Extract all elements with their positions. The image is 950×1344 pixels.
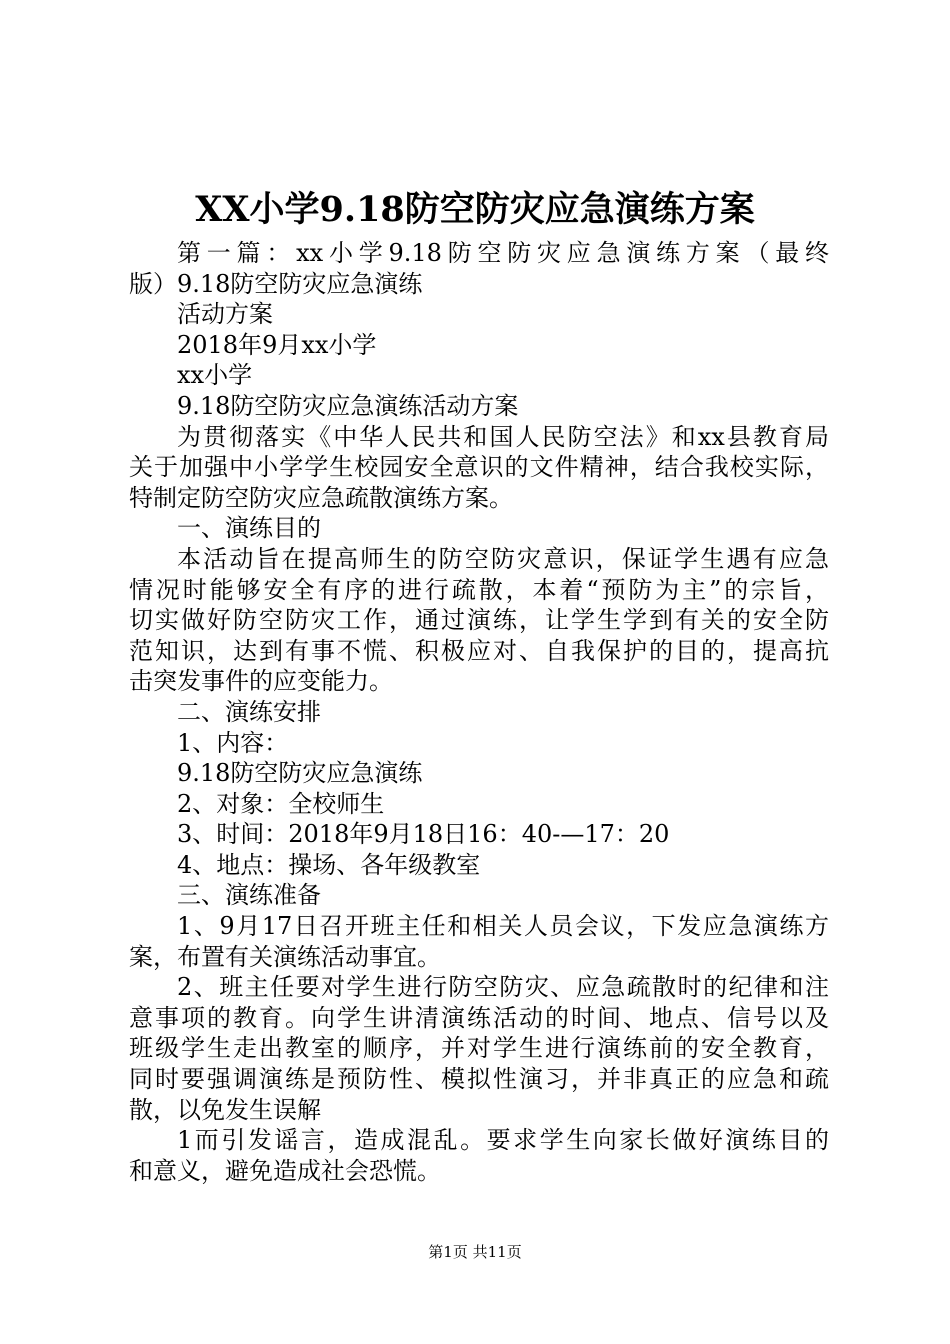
text-line: 特制定防空防灾应急疏散演练方案。 [129,483,513,512]
text-line: 活动方案 [177,300,273,329]
document-title: XX小学9.18防空防灾应急演练方案 [195,189,755,230]
text-line: 1、9月17日召开班主任和相关人员会议，下发应急演练方 [177,912,829,941]
text-line: 为贯彻落实《中华人民共和国人民防空法》和xx县教育局 [177,422,829,451]
text-line: 4、地点：操场、各年级教室 [177,850,481,879]
text-line: 班级学生走出教室的顺序，并对学生进行演练前的安全教育， [129,1034,829,1063]
text-line: 关于加强中小学学生校园安全意识的文件精神，结合我校实际， [129,453,829,482]
text-line: 情况时能够安全有序的进行疏散，本着“预防为主”的宗旨， [129,575,829,604]
text-line: 本活动旨在提高师生的防空防灾意识，保证学生遇有应急 [177,544,829,573]
text-line: 击突发事件的应变能力。 [129,667,393,696]
text-line: 2018年9月xx小学 [177,330,377,359]
text-line: 范知识，达到有事不慌、积极应对、自我保护的目的，提高抗 [129,636,829,665]
text-line: 切实做好防空防灾工作，通过演练，让学生学到有关的安全防 [129,606,829,635]
text-line: 第一篇：xx小学9.18防空防灾应急演练方案（最终 [177,239,829,267]
text-line: xx小学 [177,361,253,390]
text-line: 3、时间：2018年9月18日16：40-—17：20 [177,820,670,849]
text-line: 9.18防空防灾应急演练 [177,759,423,788]
text-line: 2、班主任要对学生进行防空防灾、应急疏散时的纪律和注 [177,973,829,1002]
text-line: 1、内容： [177,728,289,757]
text-line: 1而引发谣言，造成混乱。要求学生向家长做好演练目的 [177,1126,829,1155]
text-line: 散，以免发生误解 [129,1095,321,1124]
page-footer: 第1页 共11页 [428,1243,522,1261]
section-heading: 一、演练目的 [177,514,321,543]
text-line: 和意义，避免造成社会恐慌。 [129,1156,441,1185]
text-line: 案，布置有关演练活动事宜。 [129,942,441,971]
section-heading: 三、演练准备 [177,881,321,910]
section-heading: 二、演练安排 [177,697,321,726]
text-line: 9.18防空防灾应急演练活动方案 [177,391,519,420]
text-line: 2、对象：全校师生 [177,789,385,818]
text-line: 版）9.18防空防灾应急演练 [129,269,423,298]
document-body [129,238,829,1186]
text-line: 意事项的教育。向学生讲清演练活动的时间、地点、信号以及 [129,1003,829,1032]
text-line: 同时要强调演练是预防性、模拟性演习，并非真正的应急和疏 [129,1065,829,1094]
